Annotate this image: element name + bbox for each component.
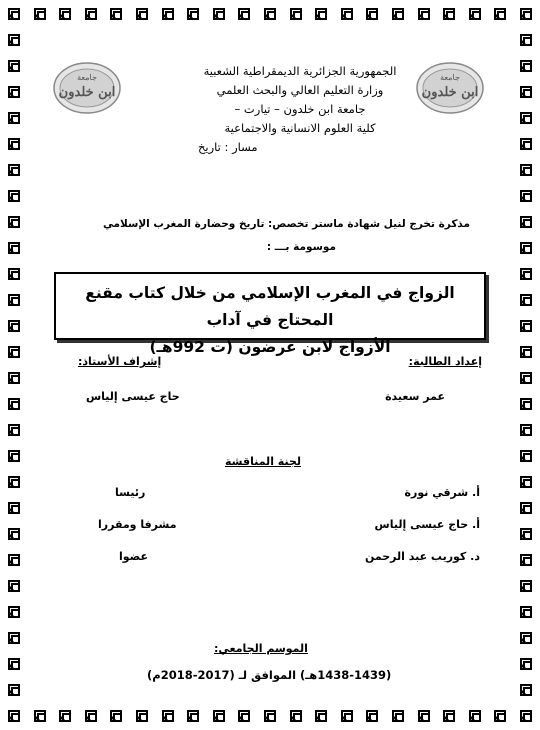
border-square-icon [8,268,20,280]
border-square-icon [520,216,532,228]
border-square-icon [290,710,302,722]
university-name: جامعة ابن خلدون – تيارت – [234,102,366,116]
border-square-icon [8,476,20,488]
border-square-icon [8,60,20,72]
border-square-icon [213,8,225,20]
border-square-icon [59,8,71,20]
border-square-icon [520,658,532,670]
border-square-icon [162,8,174,20]
thesis-title-line-2: الأزواج لابن عرضون (ت 992هـ) [149,338,391,356]
border-square-icon [520,320,532,332]
border-square-icon [520,86,532,98]
border-square-icon [8,242,20,254]
border-square-icon [520,138,532,150]
border-square-icon [520,632,532,644]
border-square-icon [8,34,20,46]
logo-main-text: ابن خلدون [58,85,116,100]
border-square-icon [443,710,455,722]
border-square-icon [520,242,532,254]
border-square-icon [59,710,71,722]
logo-top-text: جامعة [77,73,97,82]
border-square-icon [8,320,20,332]
border-square-icon [264,710,276,722]
border-square-icon [8,398,20,410]
border-square-icon [520,372,532,384]
border-square-icon [264,8,276,20]
border-square-icon [520,450,532,462]
border-square-icon [8,372,20,384]
border-square-icon [520,424,532,436]
border-square-icon [8,112,20,124]
border-square-icon [494,8,506,20]
border-square-icon [341,710,353,722]
border-square-icon [315,710,327,722]
border-square-icon [8,346,20,358]
student-name: عمر سعيدة [385,390,445,403]
border-square-icon [8,216,20,228]
border-square-icon [8,684,20,696]
border-square-icon [8,502,20,514]
border-square-icon [443,8,455,20]
border-square-icon [34,8,46,20]
thesis-title-line-1: الزواج في المغرب الإسلامي من خلال كتاب مقنع المحتاج في آداب [85,284,455,329]
border-square-icon [520,60,532,72]
border-square-icon [520,606,532,618]
border-square-icon [520,580,532,592]
republic-name: الجمهورية الجزائرية الديمقراطية الشعبية [203,64,397,78]
border-square-icon [520,112,532,124]
border-square-icon [418,8,430,20]
border-square-icon [520,528,532,540]
border-square-icon [213,710,225,722]
border-square-icon [187,8,199,20]
border-square-icon [8,606,20,618]
border-square-icon [520,710,532,722]
border-square-icon [8,190,20,202]
border-square-icon [520,346,532,358]
border-square-icon [8,294,20,306]
border-square-icon [8,450,20,462]
border-square-icon [8,8,20,20]
border-square-icon [8,632,20,644]
border-square-icon [469,710,481,722]
border-square-icon [494,710,506,722]
border-square-icon [520,34,532,46]
border-square-icon [392,8,404,20]
committee-member-name: أ. شرقي نورة [404,486,480,499]
titled-label: موسومة بـــ : [266,241,336,253]
season-years: (1438-1439هـ) الموافق لـ (2017-2018م) [147,668,392,682]
border-square-icon [8,710,20,722]
border-square-icon [520,8,532,20]
border-square-icon [520,684,532,696]
border-square-icon [520,502,532,514]
border-square-icon [290,8,302,20]
border-square-icon [110,710,122,722]
border-square-icon [187,710,199,722]
border-square-icon [8,554,20,566]
border-square-icon [469,8,481,20]
university-logo-left [52,60,122,116]
border-square-icon [8,86,20,98]
border-square-icon [8,424,20,436]
border-square-icon [136,710,148,722]
supervisor-name: حاج عيسى إلياس [86,390,180,403]
border-square-icon [366,710,378,722]
border-square-icon [520,294,532,306]
border-square-icon [520,190,532,202]
border-square-icon [85,8,97,20]
border-square-icon [8,528,20,540]
committee-member-role: عضوا [119,550,149,563]
university-logo-right [415,60,485,116]
border-square-icon [238,8,250,20]
border-square-icon [520,268,532,280]
border-square-icon [238,710,250,722]
committee-title: لجنة المناقشة [225,455,302,468]
committee-member-name: د. كوريب عبد الرحمن [364,550,480,563]
border-square-icon [34,710,46,722]
logo-main-text: ابن خلدون [421,85,479,100]
border-square-icon [392,710,404,722]
committee-member-role: رئيسا [115,486,146,499]
border-square-icon [8,658,20,670]
border-square-icon [366,8,378,20]
border-square-icon [162,710,174,722]
border-square-icon [8,580,20,592]
border-square-icon [418,710,430,722]
season-label: الموسم الجامعي: [214,642,308,655]
border-square-icon [85,710,97,722]
border-square-icon [520,398,532,410]
supervisor-label: إشراف الأستاذ: [78,355,162,368]
track-name: مسار : تاريخ [198,140,258,154]
committee-member-name: أ. حاج عيسى إلياس [374,518,480,531]
logo-top-text: جامعة [440,73,460,82]
institution-header [190,62,410,157]
thesis-title-box [54,272,486,356]
faculty-name: كلية العلوم الانسانية والاجتماعية [224,121,376,135]
border-square-icon [315,8,327,20]
ministry-name: وزارة التعليم العالي والبحث العلمي [216,83,384,97]
committee-member-role: مشرفا ومقررا [98,518,177,531]
border-square-icon [520,554,532,566]
border-square-icon [520,476,532,488]
border-square-icon [8,138,20,150]
degree-line: مذكرة تخرج لنيل شهادة ماستر تخصص: تاريخ وحضارة المغرب الإسلامي [102,218,470,230]
student-label: إعداد الطالبة: [408,355,482,368]
border-square-icon [110,8,122,20]
border-square-icon [136,8,148,20]
border-square-icon [341,8,353,20]
border-square-icon [520,164,532,176]
border-square-icon [8,164,20,176]
